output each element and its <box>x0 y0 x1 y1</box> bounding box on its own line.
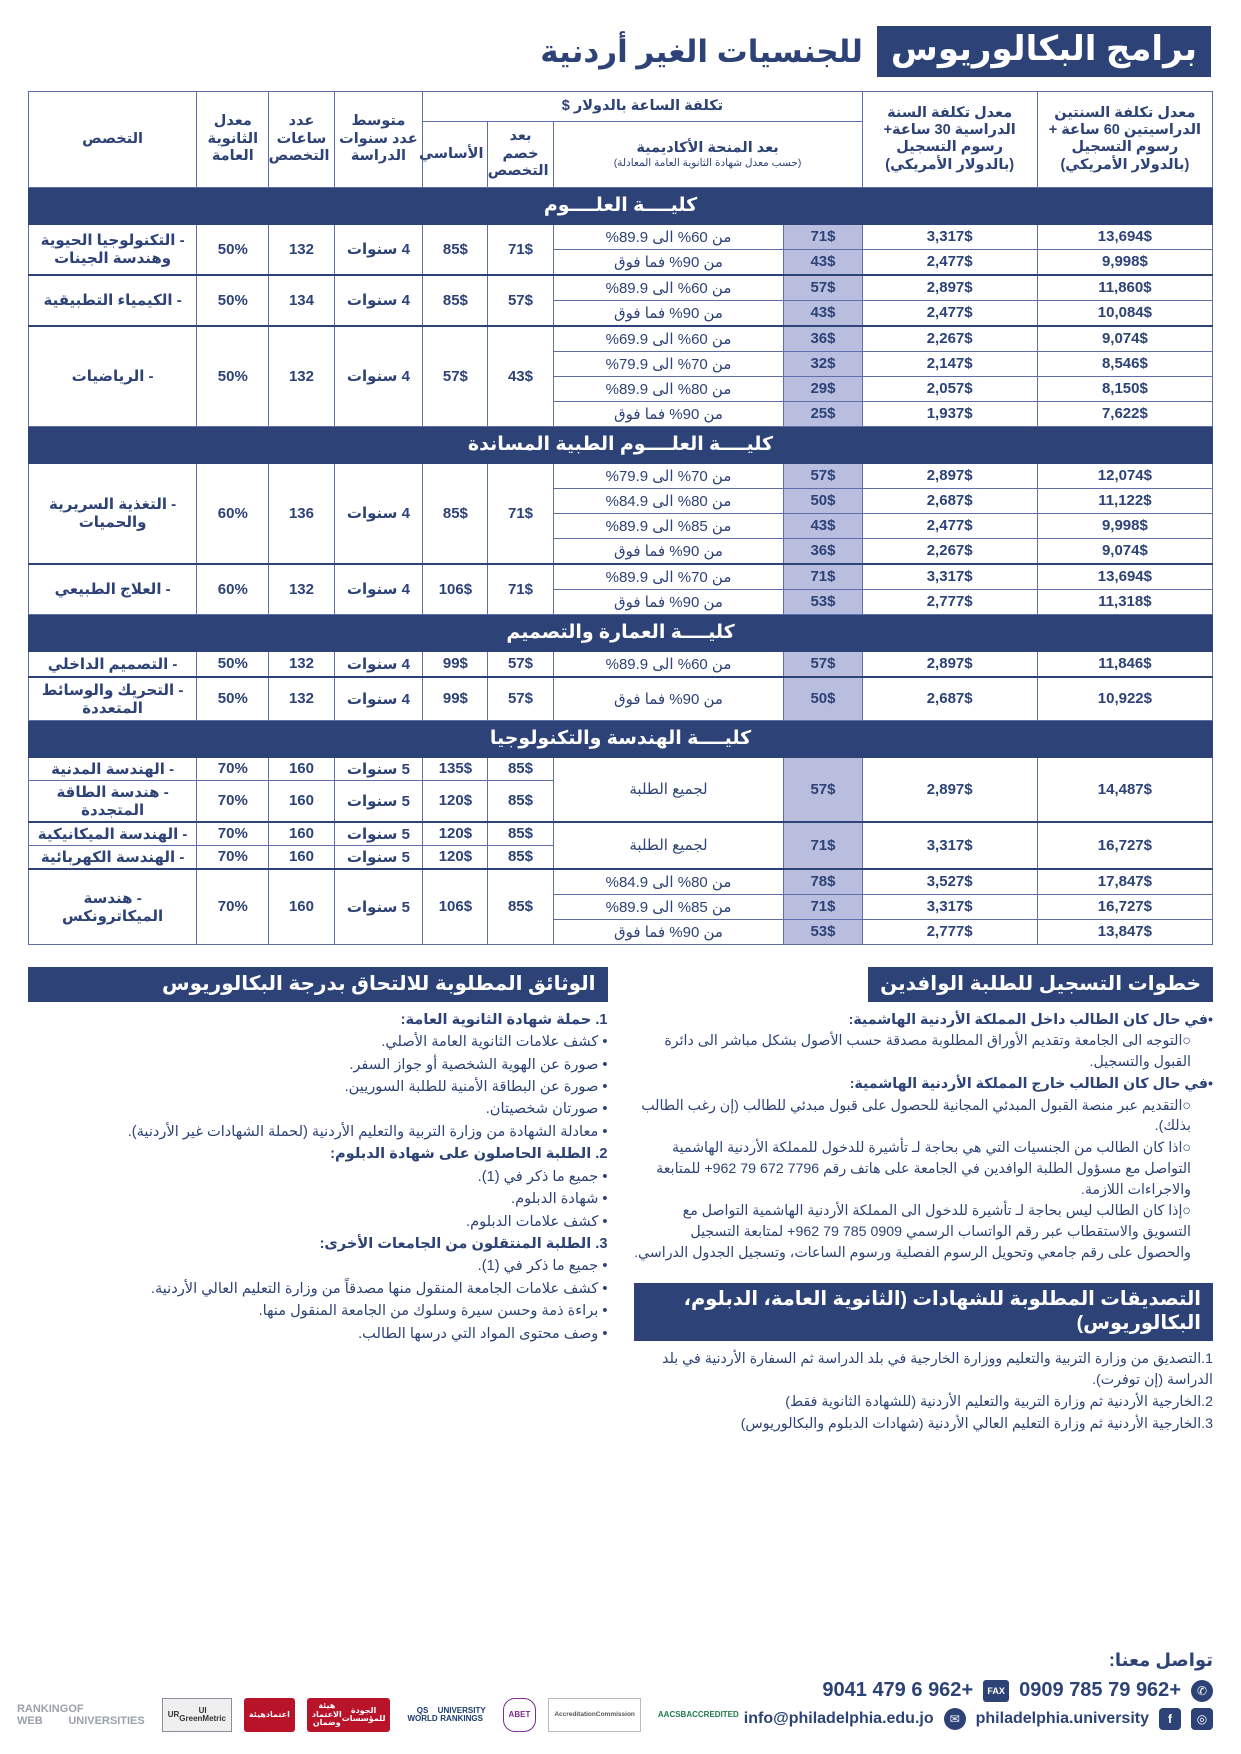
page-title <box>0 0 1241 91</box>
cell-two-years-cost: 9,998$ <box>1037 513 1212 538</box>
documents-group-label: 1. حملة شهادة الثانوية العامة: <box>400 1011 608 1028</box>
table-row <box>29 757 1213 781</box>
cell-major-name: - التحريك والوسائط المتعددة <box>29 677 197 721</box>
cell-two-years-cost: 11,122$ <box>1037 488 1212 513</box>
cell-credit-hours: 160 <box>269 869 334 945</box>
certifications-block <box>634 1283 1214 1434</box>
cell-band: من 85% الى 89.9% <box>553 513 784 538</box>
cell-band: من 60% الى 69.9% <box>553 326 784 352</box>
cell-two-years-cost: 17,847$ <box>1037 869 1212 895</box>
cell-band: من 70% الى 89.9% <box>553 564 784 590</box>
accreditation-seal-logo: Accreditation Commission <box>548 1698 641 1732</box>
documents-item: • صورة عن البطاقة الأمنية للطلبة السوريين. <box>344 1078 608 1095</box>
aacsb-accredited-logo: AACSB ACCREDITED <box>657 1709 739 1719</box>
documents-group-label: 2. الطلبة الحاصلون على شهادة الدبلوم: <box>330 1146 608 1163</box>
cell-basic: 120$ <box>423 822 488 846</box>
cell-years: 4 سنوات <box>334 275 423 326</box>
cell-after-major-discount: 71$ <box>488 463 553 564</box>
cell-major-name: - هندسة الميكاترونكس <box>29 869 197 945</box>
cell-band: من 90% فما فوق <box>553 538 784 564</box>
documents-group-label: 3. الطلبة المنتقلون من الجامعات الأخرى: <box>319 1236 608 1253</box>
documents-item: • جميع ما ذكر في (1). <box>477 1168 608 1185</box>
page-title-rest: للجنسيات الغير أردنية <box>540 33 863 69</box>
cell-year-cost: 2,897$ <box>862 651 1037 677</box>
cell-year-cost: 2,147$ <box>862 351 1037 376</box>
cell-basic: 85$ <box>423 275 488 326</box>
faculty-name: كليــــة الهندسة والتكنولوجيا <box>29 720 1213 757</box>
cell-years: 5 سنوات <box>334 822 423 846</box>
cell-major-name: - التكنولوجيا الحيوية وهندسة الجينات <box>29 224 197 275</box>
cell-major-name: - الكيمياء التطبيقية <box>29 275 197 326</box>
cell-after-grant: 43$ <box>784 300 862 326</box>
th-after-grant <box>553 122 862 187</box>
cell-hs-avg: 50% <box>197 224 269 275</box>
cell-hs-avg: 70% <box>197 780 269 822</box>
social-handle[interactable]: philadelphia.university <box>975 1710 1149 1727</box>
cell-credit-hours: 134 <box>269 275 334 326</box>
cell-two-years-cost: 9,074$ <box>1037 538 1212 564</box>
cell-basic: 120$ <box>423 845 488 869</box>
arab-accreditation-logo: هيئة اعتماد <box>244 1698 295 1732</box>
table-row <box>29 822 1213 846</box>
cell-year-cost: 3,317$ <box>862 564 1037 590</box>
cell-two-years-cost: 10,922$ <box>1037 677 1212 721</box>
cell-year-cost: 2,267$ <box>862 538 1037 564</box>
cell-major-name: - التغذية السريرية والحميات <box>29 463 197 564</box>
faculty-name: كليــــة العمارة والتصميم <box>29 614 1213 651</box>
cell-two-years-cost: 8,546$ <box>1037 351 1212 376</box>
table-row <box>29 326 1213 352</box>
documents-item: • كشف علامات الجامعة المنقول منها مصدقاً من وزارة التعليم العالي الأردنية. <box>150 1280 608 1297</box>
cell-after-grant: 57$ <box>784 651 862 677</box>
cell-band: من 60% الى 89.9% <box>553 275 784 301</box>
cell-credit-hours: 132 <box>269 677 334 721</box>
cell-band: لجميع الطلبة <box>553 757 784 822</box>
cell-credit-hours: 132 <box>269 326 334 427</box>
cell-two-years-cost: 13,694$ <box>1037 564 1212 590</box>
phone-whatsapp[interactable]: +962 79 785 0909 <box>1019 1679 1181 1701</box>
table-row <box>29 651 1213 677</box>
facebook-icon[interactable]: f <box>1159 1708 1181 1730</box>
cell-two-years-cost: 11,860$ <box>1037 275 1212 301</box>
phone-row <box>744 1679 1213 1702</box>
cell-hs-avg: 70% <box>197 845 269 869</box>
cell-after-grant: 57$ <box>784 275 862 301</box>
faculty-name: كليــــة العلــــوم <box>29 187 1213 224</box>
cell-year-cost: 2,477$ <box>862 300 1037 326</box>
cell-hs-avg: 50% <box>197 326 269 427</box>
cell-after-grant: 71$ <box>784 224 862 250</box>
cell-hs-avg: 60% <box>197 463 269 564</box>
steps-item: ○التوجه الى الجامعة وتقديم الأوراق المطلوبة مصدقة حسب الأصول بشكل مباشر الى دائرة القبول والتسجيل. <box>664 1033 1191 1071</box>
cell-band: من 90% فما فوق <box>553 919 784 944</box>
cell-years: 4 سنوات <box>334 326 423 427</box>
cell-band: من 70% الى 79.9% <box>553 463 784 489</box>
ranking-web-of-universities-logo: RANKING WEB OF UNIVERSITIES <box>16 1702 145 1727</box>
hec-jordan-logo: هيئة الاعتماد وضمان الجودة للمؤسسات <box>307 1698 391 1732</box>
cell-major-name: - الهندسة الكهربائية <box>29 845 197 869</box>
fees-table-body <box>29 187 1213 944</box>
ur-ranking-logo: UR UI GreenMetric <box>162 1698 232 1732</box>
cell-after-grant: 25$ <box>784 401 862 426</box>
documents-item: • جميع ما ذكر في (1). <box>477 1258 608 1275</box>
whatsapp-icon: ✆ <box>1191 1680 1213 1702</box>
faculty-section-header <box>29 187 1213 224</box>
cell-credit-hours: 160 <box>269 780 334 822</box>
cell-basic: 106$ <box>423 869 488 945</box>
cell-band: من 60% الى 89.9% <box>553 224 784 250</box>
cell-major-name: - الهندسة المدنية <box>29 757 197 781</box>
cell-years: 4 سنوات <box>334 463 423 564</box>
cell-two-years-cost: 12,074$ <box>1037 463 1212 489</box>
cell-after-grant: 53$ <box>784 919 862 944</box>
cell-band: من 90% فما فوق <box>553 249 784 275</box>
cell-band: لجميع الطلبة <box>553 822 784 869</box>
cell-major-name: - التصميم الداخلي <box>29 651 197 677</box>
certifications-heading: التصديقات المطلوبة للشهادات (الثانوية العامة، الدبلوم، البكالوريوس) <box>634 1283 1214 1341</box>
page-title-badge: برامج البكالوريوس <box>877 26 1211 77</box>
table-row <box>29 677 1213 721</box>
cell-two-years-cost: 9,998$ <box>1037 249 1212 275</box>
cell-years: 4 سنوات <box>334 677 423 721</box>
cell-basic: 135$ <box>423 757 488 781</box>
cell-major-name: - الرياضيات <box>29 326 197 427</box>
th-after-grant-label: بعد المنحة الأكاديمية <box>636 139 779 156</box>
cell-after-grant: 53$ <box>784 589 862 614</box>
cell-after-grant: 36$ <box>784 538 862 564</box>
cell-hs-avg: 50% <box>197 651 269 677</box>
th-two-years-cost: معدل تكلفة السنتين الدراسيتين 60 ساعة + رسوم التسجيل (بالدولار الأمريكي) <box>1037 92 1212 188</box>
cell-after-grant: 71$ <box>784 564 862 590</box>
th-year-cost: معدل تكلفة السنة الدراسية 30 ساعة+ رسوم التسجيل (بالدولار الأمريكي) <box>862 92 1037 188</box>
steps-item: ○اذا كان الطالب من الجنسيات التي هي بحاجة لـ تأشيرة للدخول للمملكة الأردنية الهاشمية التواصل مع مسؤول الطلبة الوافدين في الجامعة على هاتف رقم 7796 672 79 962+ للمتابعة والاجراءات اللازمة. <box>656 1140 1191 1198</box>
documents-item: • وصف محتوى المواد التي درسها الطالب. <box>358 1325 608 1342</box>
steps-list <box>634 1010 1214 1264</box>
documents-item: • شهادة الدبلوم. <box>511 1191 608 1208</box>
cell-year-cost: 2,687$ <box>862 677 1037 721</box>
cell-hs-avg: 50% <box>197 677 269 721</box>
cell-year-cost: 2,897$ <box>862 757 1037 822</box>
cell-year-cost: 3,527$ <box>862 869 1037 895</box>
cell-hs-avg: 60% <box>197 564 269 615</box>
cell-credit-hours: 160 <box>269 822 334 846</box>
faculty-name: كليــــة العلــــوم الطبية المساندة <box>29 426 1213 463</box>
online-row <box>744 1708 1213 1730</box>
cell-after-major-discount: 71$ <box>488 224 553 275</box>
table-row <box>29 564 1213 590</box>
fax-icon: FAX <box>983 1680 1009 1702</box>
steps-heading: خطوات التسجيل للطلبة الوافدين <box>868 967 1213 1002</box>
cell-after-major-discount: 85$ <box>488 822 553 846</box>
cell-two-years-cost: 14,487$ <box>1037 757 1212 822</box>
cell-year-cost: 1,937$ <box>862 401 1037 426</box>
cell-year-cost: 2,057$ <box>862 376 1037 401</box>
contact-details <box>744 1679 1213 1736</box>
faculty-section-header <box>29 720 1213 757</box>
cell-band: من 70% الى 79.9% <box>553 351 784 376</box>
th-major: التخصص <box>29 92 197 188</box>
cell-after-grant: 71$ <box>784 894 862 919</box>
cell-band: من 60% الى 89.9% <box>553 651 784 677</box>
documents-column <box>28 967 608 1436</box>
cell-major-name: - هندسة الطاقة المتجددة <box>29 780 197 822</box>
cell-year-cost: 2,777$ <box>862 919 1037 944</box>
documents-item: • براءة ذمة وحسن سيرة وسلوك من الجامعة المنقول منها. <box>258 1303 608 1320</box>
cell-hs-avg: 50% <box>197 275 269 326</box>
cell-band: من 90% فما فوق <box>553 401 784 426</box>
cell-basic: 99$ <box>423 651 488 677</box>
th-hour-cost-group: تكلفة الساعة بالدولار $ <box>423 92 862 122</box>
cell-two-years-cost: 7,622$ <box>1037 401 1212 426</box>
cell-band: من 80% الى 84.9% <box>553 488 784 513</box>
steps-item: ○إذا كان الطالب ليس بحاجة لـ تأشيرة للدخول الى المملكة الأردنية الهاشمية التواصل مع التسويق والاستقطاب عبر رقم الواتساب الرسمي 0909 785 79 962+ لمتابعة التسجيل والحصول على رقم جامعي وتحويل الرسوم الفصلية ورسوم الساعات، وتسجيل الجدول الدراسي. <box>634 1203 1191 1261</box>
phone-fax[interactable]: +962 6 479 9041 <box>822 1679 974 1701</box>
cell-hs-avg: 70% <box>197 822 269 846</box>
qs-world-university-rankings-logo: QS WORLD UNIVERSITY RANKINGS <box>407 1705 486 1723</box>
footer <box>0 1650 1241 1754</box>
faculty-section-header <box>29 614 1213 651</box>
cell-years: 5 سنوات <box>334 869 423 945</box>
documents-item: • صورتان شخصيتان. <box>485 1101 608 1118</box>
abet-accreditation-logo: ABET <box>503 1698 537 1732</box>
cell-basic: 120$ <box>423 780 488 822</box>
cell-two-years-cost: 9,074$ <box>1037 326 1212 352</box>
cell-after-grant: 57$ <box>784 463 862 489</box>
cell-credit-hours: 136 <box>269 463 334 564</box>
th-basic: الأساسي <box>423 122 488 187</box>
cell-after-major-discount: 85$ <box>488 845 553 869</box>
cell-after-major-discount: 85$ <box>488 780 553 822</box>
cell-band: من 90% فما فوق <box>553 677 784 721</box>
documents-item: • معادلة الشهادة من وزارة التربية والتعليم الأردنية (لحملة الشهادات غير الأردنية). <box>127 1123 608 1140</box>
cell-hs-avg: 70% <box>197 757 269 781</box>
cell-after-grant: 71$ <box>784 822 862 869</box>
table-row <box>29 463 1213 489</box>
cell-after-grant: 36$ <box>784 326 862 352</box>
cell-years: 5 سنوات <box>334 845 423 869</box>
cell-year-cost: 2,477$ <box>862 513 1037 538</box>
steps-group-label: •في حال كان الطالب خارج المملكة الأردنية الهاشمية: <box>849 1075 1213 1092</box>
cell-credit-hours: 132 <box>269 224 334 275</box>
cell-year-cost: 3,317$ <box>862 894 1037 919</box>
cell-after-grant: 43$ <box>784 513 862 538</box>
cell-credit-hours: 160 <box>269 757 334 781</box>
certification-item: 2.الخارجية الأردنية ثم وزارة التربية والتعليم الأردنية (للشهادة الثانوية فقط) <box>785 1393 1213 1410</box>
cell-after-major-discount: 43$ <box>488 326 553 427</box>
cell-hs-avg: 70% <box>197 869 269 945</box>
cell-year-cost: 2,687$ <box>862 488 1037 513</box>
cell-credit-hours: 160 <box>269 845 334 869</box>
cell-major-name: - الهندسة الميكانيكية <box>29 822 197 846</box>
cell-two-years-cost: 8,150$ <box>1037 376 1212 401</box>
cell-after-major-discount: 57$ <box>488 677 553 721</box>
email-address[interactable]: info@philadelphia.edu.jo <box>743 1710 934 1727</box>
cell-year-cost: 2,777$ <box>862 589 1037 614</box>
cell-basic: 99$ <box>423 677 488 721</box>
cell-after-grant: 32$ <box>784 351 862 376</box>
table-row <box>29 275 1213 301</box>
cell-two-years-cost: 13,694$ <box>1037 224 1212 250</box>
steps-group-label: •في حال كان الطالب داخل المملكة الأردنية الهاشمية: <box>848 1011 1213 1028</box>
fees-table <box>28 91 1213 945</box>
cell-major-name: - العلاج الطبيعي <box>29 564 197 615</box>
cell-after-major-discount: 85$ <box>488 869 553 945</box>
documents-item: • كشف علامات الدبلوم. <box>466 1213 608 1230</box>
cell-band: من 80% الى 84.9% <box>553 869 784 895</box>
bottom-panels <box>0 945 1241 1436</box>
certification-item: 3.الخارجية الأردنية ثم وزارة التعليم العالي الأردنية (شهادات الدبلوم والبكالوريوس) <box>740 1415 1213 1432</box>
th-credit-hours: عدد ساعات التخصص <box>269 92 334 188</box>
certifications-list <box>634 1349 1214 1434</box>
cell-after-grant: 50$ <box>784 488 862 513</box>
cell-basic: 57$ <box>423 326 488 427</box>
cell-year-cost: 3,317$ <box>862 822 1037 869</box>
table-row <box>29 224 1213 250</box>
faculty-section-header <box>29 426 1213 463</box>
th-hs-avg: معدل الثانوية العامة <box>197 92 269 188</box>
cell-credit-hours: 132 <box>269 651 334 677</box>
cell-band: من 80% الى 89.9% <box>553 376 784 401</box>
cell-year-cost: 2,267$ <box>862 326 1037 352</box>
steps-column <box>634 967 1214 1436</box>
cell-band: من 90% فما فوق <box>553 589 784 614</box>
cell-years: 4 سنوات <box>334 224 423 275</box>
cell-after-grant: 50$ <box>784 677 862 721</box>
documents-item: • صورة عن الهوية الشخصية أو جواز السفر. <box>349 1056 608 1073</box>
cell-year-cost: 3,317$ <box>862 224 1037 250</box>
th-after-grant-note: (حسب معدل شهادة الثانوية العامة المعادلة) <box>613 157 802 170</box>
cell-after-grant: 29$ <box>784 376 862 401</box>
documents-list <box>28 1010 608 1346</box>
fees-table-head <box>29 92 1213 188</box>
fees-table-wrap <box>0 91 1241 945</box>
cell-basic: 85$ <box>423 224 488 275</box>
cell-after-major-discount: 57$ <box>488 275 553 326</box>
cell-after-grant: 78$ <box>784 869 862 895</box>
cell-band: من 85% الى 89.9% <box>553 894 784 919</box>
cell-after-major-discount: 71$ <box>488 564 553 615</box>
cell-two-years-cost: 11,846$ <box>1037 651 1212 677</box>
cell-years: 5 سنوات <box>334 757 423 781</box>
documents-item: • كشف علامات الثانوية العامة الأصلي. <box>381 1034 608 1051</box>
cell-year-cost: 2,897$ <box>862 463 1037 489</box>
cell-two-years-cost: 16,727$ <box>1037 822 1212 869</box>
cell-after-grant: 57$ <box>784 757 862 822</box>
header-row-top <box>29 92 1213 122</box>
accreditation-logos <box>12 1698 744 1736</box>
cell-band: من 90% فما فوق <box>553 300 784 326</box>
contact-label: تواصل معنا: <box>1108 1650 1213 1670</box>
cell-after-grant: 43$ <box>784 249 862 275</box>
cell-years: 5 سنوات <box>334 780 423 822</box>
cell-after-major-discount: 85$ <box>488 757 553 781</box>
cell-basic: 85$ <box>423 463 488 564</box>
th-years: متوسط عدد سنوات الدراسة <box>334 92 423 188</box>
cell-two-years-cost: 11,318$ <box>1037 589 1212 614</box>
steps-item: ○التقديم عبر منصة القبول المبدئي المجانية للحصول على قبول مبدئي للطالب (إن رغب الطالب بذلك). <box>641 1097 1191 1135</box>
cell-year-cost: 2,897$ <box>862 275 1037 301</box>
certification-item: 1.التصديق من وزارة التربية والتعليم ووزارة الخارجية في بلد الدراسة ثم السفارة الأردنية في بلد الدراسة (إن توفرت). <box>662 1351 1213 1389</box>
instagram-icon[interactable]: ◎ <box>1191 1708 1213 1730</box>
cell-years: 4 سنوات <box>334 651 423 677</box>
cell-basic: 106$ <box>423 564 488 615</box>
email-icon: ✉ <box>944 1708 966 1730</box>
table-row <box>29 869 1213 895</box>
cell-after-major-discount: 57$ <box>488 651 553 677</box>
cell-credit-hours: 132 <box>269 564 334 615</box>
documents-heading: الوثائق المطلوبة للالتحاق بدرجة البكالوريوس <box>28 967 608 1002</box>
cell-years: 4 سنوات <box>334 564 423 615</box>
cell-year-cost: 2,477$ <box>862 249 1037 275</box>
cell-two-years-cost: 13,847$ <box>1037 919 1212 944</box>
cell-two-years-cost: 10,084$ <box>1037 300 1212 326</box>
cell-two-years-cost: 16,727$ <box>1037 894 1212 919</box>
th-after-major-discount: بعد خصم التخصص <box>488 122 553 187</box>
